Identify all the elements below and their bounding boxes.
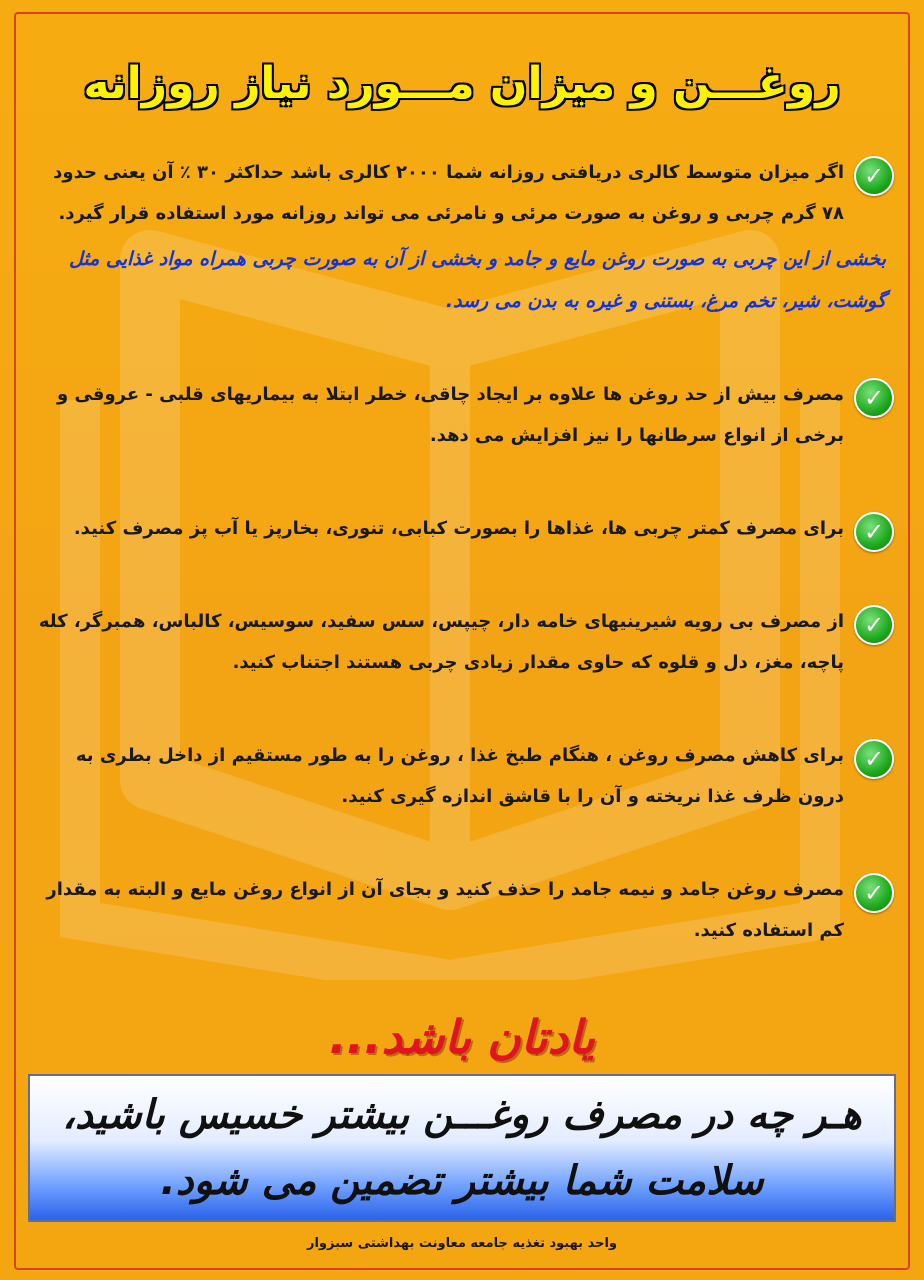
item-text: برای مصرف کمتر چربی ها، غذاها را بصورت کبابی، تنوری، بخارپز یا آب پز مصرف کنید. [73,518,844,539]
item-text: مصرف روغن جامد و نیمه جامد را حذف کنید و بجای آن از انواع روغن مایع و البته به مقدار کم استفاده کنید. [46,879,844,941]
message-box-text: هـر چه در مصرف روغـــن بیشتر خسیس باشید، سلامت شما بیشتر تضمین می شود. [62,1092,862,1204]
item-text: اگر میزان متوسط کالری دریافتی روزانه شما ۲۰۰۰ کالری باشد حداکثر ۳۰ ٪ آن یعنی حدود ۷۸ گرم چربی و روغن به صورت مرئی و نامرئی می تواند روزانه مورد استفاده قرار گیرد. [53,162,844,224]
check-circle-icon: ✓ [854,739,894,779]
list-item [36,152,896,234]
highlight-note: بخشی از این چربی به صورت روغن مایع و جامد و بخشی از آن به صورت چربی همراه مواد غذایی مثل گوشت، شیر، تخم مرغ، بستنی و غیره به بدن می رسد. [68,248,886,312]
remember-heading: یادتان باشد... [329,1010,595,1064]
footer-credit: واحد بهبود تغذیه جامعه معاونت بهداشتی سبزوار [306,1236,618,1251]
item-text: مصرف بیش از حد روغن ها علاوه بر ایجاد چاقی، خطر ابتلا به بیماریهای قلبی - عروقی و برخی از انواع سرطانها را نیز افزایش می دهد. [57,384,844,446]
item-text: برای کاهش مصرف روغن ، هنگام طبخ غذا ، روغن را به طور مستقیم از داخل بطری به درون ظرف غذا نریخته و آن را با قاشق اندازه گیری کنید. [75,745,844,807]
check-circle-icon: ✓ [854,605,894,645]
list-item [36,508,896,549]
list-item [36,735,896,817]
list-item [36,869,896,951]
page-title: روغـــن و میزان مـــورد نیاز روزانه [83,58,841,109]
check-circle-icon: ✓ [854,156,894,196]
content [36,152,896,951]
check-circle-icon: ✓ [854,873,894,913]
message-box [28,1074,896,1222]
list-item [36,601,896,683]
list-item [36,374,896,456]
check-circle-icon: ✓ [854,512,894,552]
check-circle-icon: ✓ [854,378,894,418]
item-text: از مصرف بی رویه شیرینیهای خامه دار، چیپس، سس سفید، سوسیس، کالباس، همبرگر، کله پاچه، مغز، دل و قلوه که حاوی مقدار زیادی چربی هستند اجتناب کنید. [38,611,844,673]
